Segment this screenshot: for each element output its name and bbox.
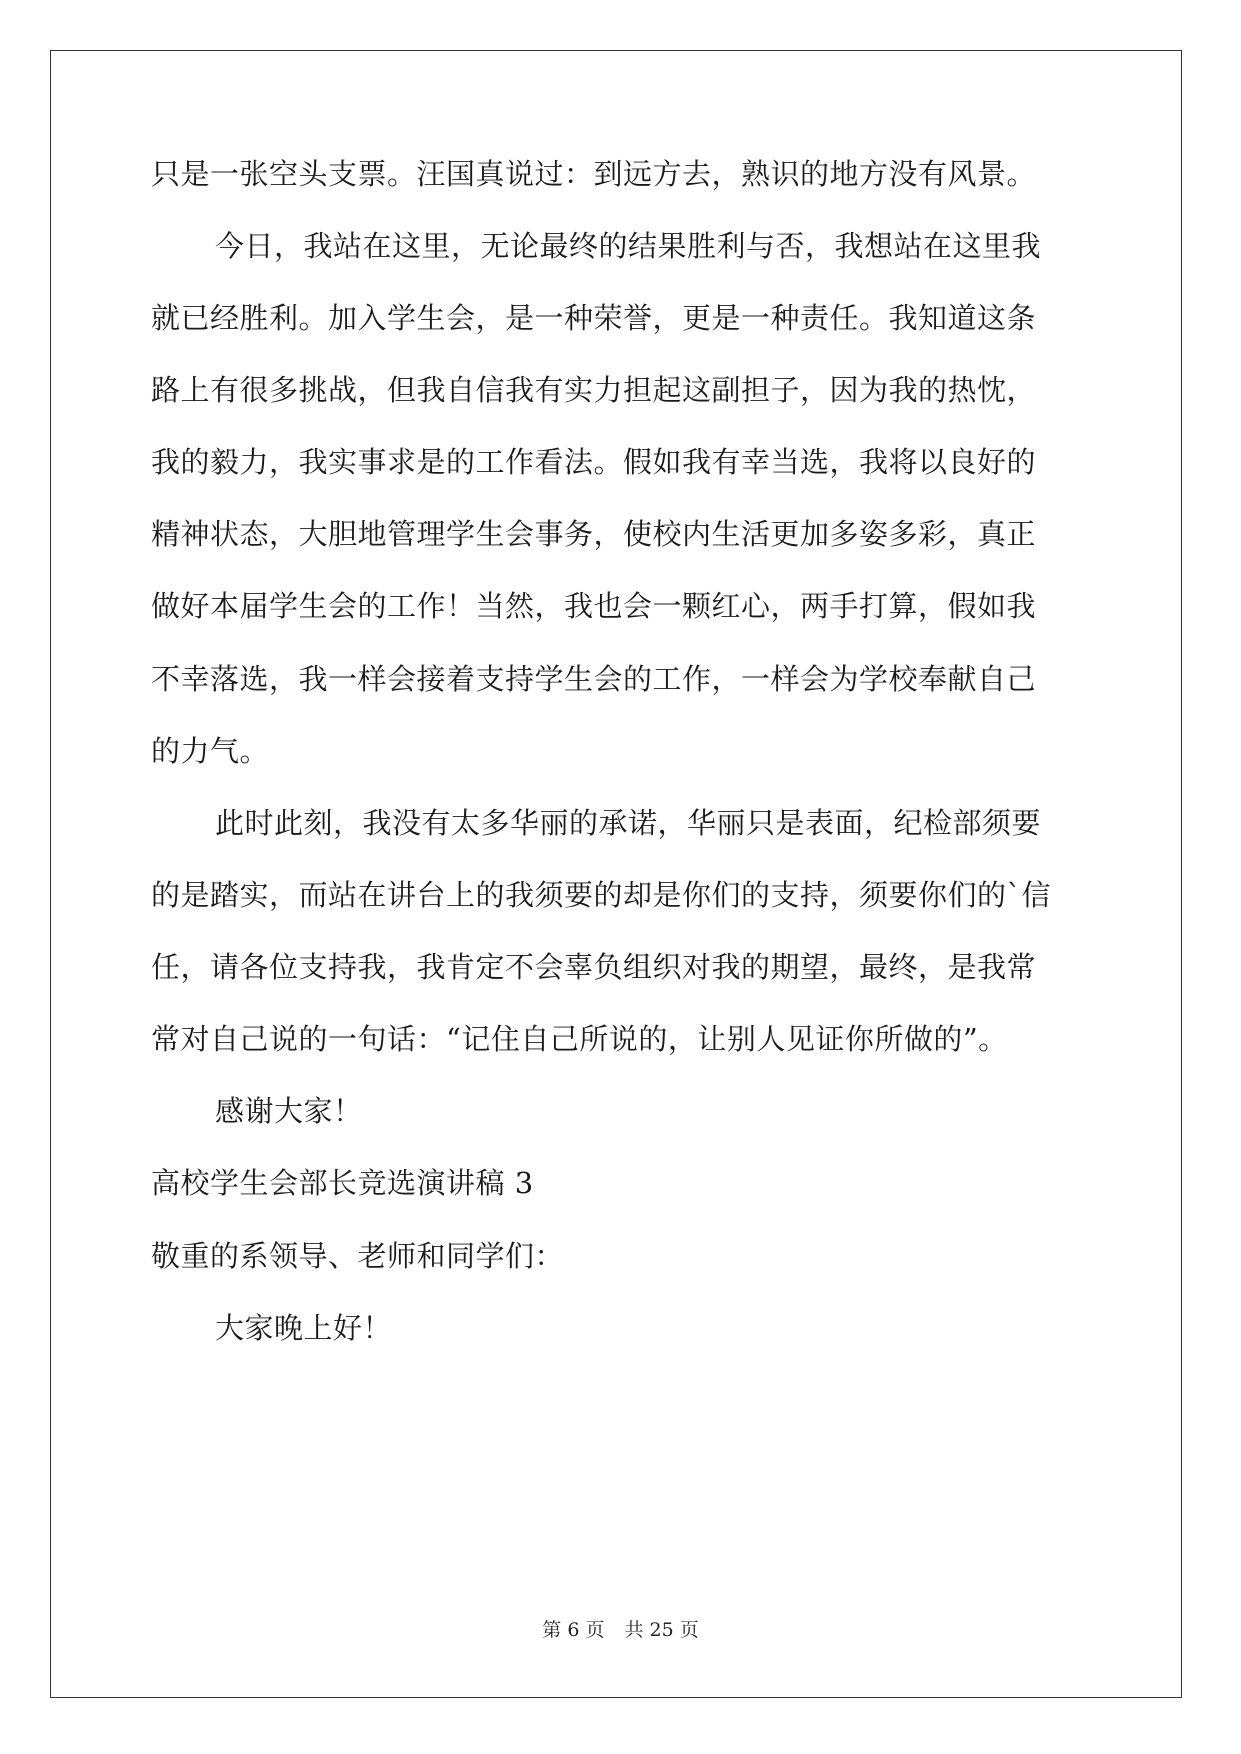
body-text-line: 任，请各位支持我，我肯定不会辜负组织对我的期望，最终，是我常 [151, 950, 1037, 984]
body-text-line: 常对自己说的一句话：“记住自己所说的，让别人见证你所做的”。 [151, 1022, 1008, 1056]
body-text-line: 精神状态，大胆地管理学生会事务，使校内生活更加多姿多彩，真正 [151, 517, 1037, 551]
section-title: 高校学生会部长竞选演讲稿 3 [151, 1166, 534, 1200]
body-text-line: 只是一张空头支票。汪国真说过：到远方去，熟识的地方没有风景。 [151, 157, 1037, 191]
body-text-line: 此时此刻，我没有太多华丽的承诺，华丽只是表面，纪检部须要 [215, 806, 1042, 840]
body-text-line: 路上有很多挑战，但我自信我有实力担起这副担子，因为我的热忱， [151, 373, 1037, 407]
body-text-line: 今日，我站在这里，无论最终的结果胜利与否，我想站在这里我 [215, 229, 1042, 263]
salutation: 敬重的系领导、老师和同学们： [151, 1239, 565, 1273]
body-text-line: 不幸落选，我一样会接着支持学生会的工作，一样会为学校奉献自己 [151, 662, 1037, 696]
greeting: 大家晚上好！ [215, 1311, 393, 1345]
closing-line: 感谢大家！ [215, 1094, 363, 1128]
body-text-line: 做好本届学生会的工作！当然，我也会一颗红心，两手打算，假如我 [151, 589, 1037, 623]
page-footer [0, 1618, 1241, 1642]
body-text-line: 的是踏实，而站在讲台上的我须要的却是你们的支持，须要你们的`信 [151, 878, 1052, 912]
total-pages: 共 25 页 [624, 1619, 699, 1641]
page-number: 第 6 页 [542, 1619, 605, 1641]
body-text-line: 我的毅力，我实事求是的工作看法。假如我有幸当选，我将以良好的 [151, 445, 1037, 479]
body-text-line: 就已经胜利。加入学生会，是一种荣誉，更是一种责任。我知道这条 [151, 301, 1037, 335]
body-text-line: 的力气。 [151, 734, 270, 768]
